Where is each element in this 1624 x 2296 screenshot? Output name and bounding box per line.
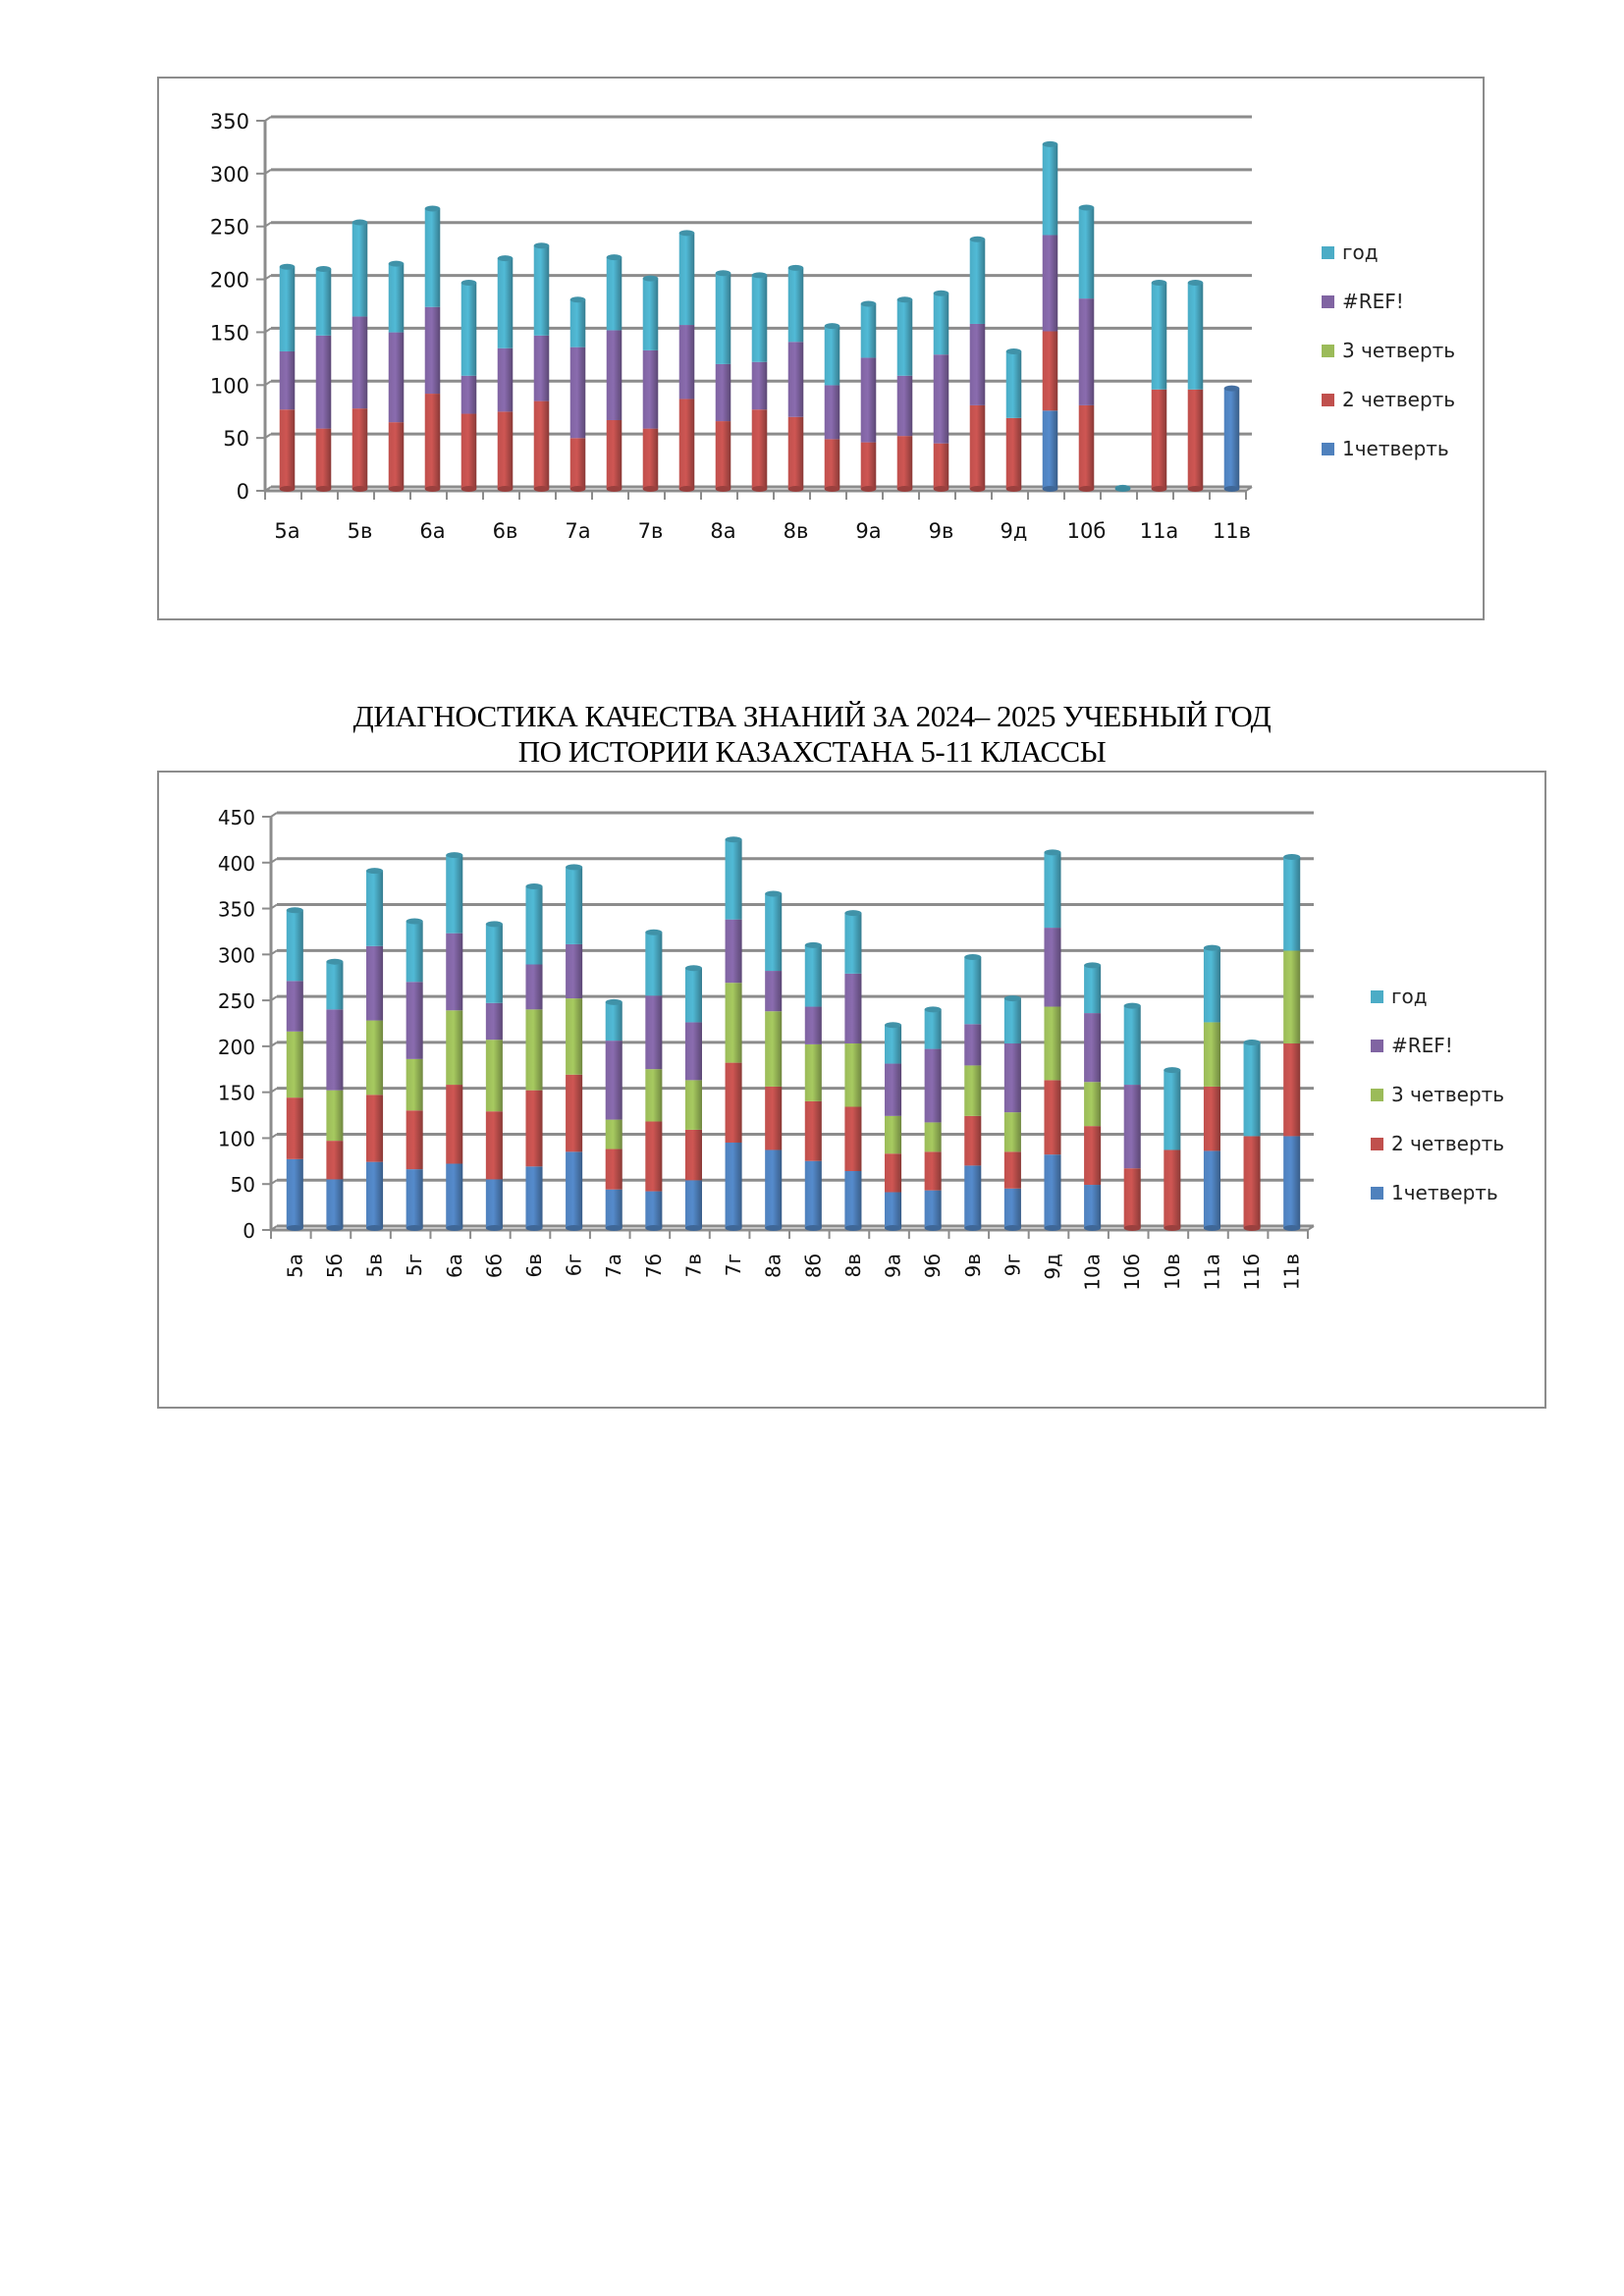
- bar-segment-3четверть-8в: [844, 1043, 861, 1107]
- bar-segment-1четверть-6б: [486, 1179, 503, 1228]
- bar-segment-год-6а: [446, 855, 462, 934]
- bar-segment-3четверть-11а: [1204, 1022, 1220, 1086]
- bar-stack-7г: [726, 836, 742, 1231]
- bar-stack-6г: [566, 864, 582, 1231]
- bar-cap: [326, 959, 343, 965]
- legend-item-q2: [1322, 375, 1455, 424]
- bar-base: [726, 1225, 742, 1231]
- bar-stack-9б: [925, 1006, 942, 1231]
- bar-segment-REF-10а: [1084, 1013, 1101, 1082]
- bar-segment-1четверть-5а: [287, 1159, 303, 1228]
- bar-segment-REF-6в: [525, 964, 542, 1009]
- bar-segment-1четверть-7б: [645, 1192, 662, 1228]
- legend-label: #REF!: [1391, 1034, 1453, 1057]
- bar-segment-год-7в: [685, 968, 702, 1022]
- page-title-line1: ДИАГНОСТИКА КАЧЕСТВА ЗНАНИЙ ЗА 2024– 2025 УЧЕБНЫЙ ГОД: [352, 699, 1272, 733]
- bar-base: [925, 1225, 942, 1231]
- x-tick-label: 5в: [347, 519, 373, 543]
- bar-segment-год-9а: [885, 1025, 901, 1063]
- bar-stack-11б: [1244, 1040, 1261, 1231]
- bar-segment-REF-8а: [765, 971, 782, 1011]
- chart2-legend: [1371, 972, 1504, 1217]
- x-tick-label: 10б: [1120, 1254, 1145, 1291]
- bar-stack-8в: [844, 910, 861, 1231]
- bar-segment-1четверть-6г: [566, 1151, 582, 1228]
- x-tick-label: 11в: [1212, 519, 1252, 543]
- bar-cap: [726, 836, 742, 842]
- legend-item-ref: [1371, 1021, 1504, 1070]
- x-tick-label: 10в: [1160, 1254, 1184, 1291]
- legend-label: 1четверть: [1342, 437, 1449, 460]
- bar-base: [1084, 1225, 1101, 1231]
- y-tick-label: 350: [209, 110, 249, 133]
- bar-segment-1четверть-7г: [726, 1143, 742, 1228]
- bar-cap: [525, 883, 542, 889]
- legend-label: год: [1342, 240, 1379, 264]
- x-tick-label: 5а: [274, 519, 300, 543]
- x-tick-label: 7а: [602, 1254, 626, 1278]
- bar-segment-3четверть-11в: [1283, 950, 1300, 1042]
- bar-cap: [964, 954, 981, 960]
- bar-cap: [1283, 854, 1300, 860]
- bar-base: [566, 1225, 582, 1231]
- bar-segment-3четверть-5в: [366, 1021, 383, 1095]
- bar-segment-2четверть-8б: [805, 1101, 822, 1161]
- bar-segment-REF-9д: [1044, 928, 1060, 1006]
- bar-segment-REF-5а: [287, 981, 303, 1031]
- bar-segment-REF-6б: [486, 1003, 503, 1040]
- bar-stack-11а: [1204, 945, 1220, 1231]
- bar-segment-3четверть-9д: [1044, 1007, 1060, 1081]
- bar-stack-7в: [685, 965, 702, 1231]
- x-tick-label: 9д: [1041, 1254, 1064, 1280]
- bar-segment-год-10б: [1124, 1006, 1141, 1085]
- legend-label: 1четверть: [1391, 1181, 1498, 1204]
- page-title-line2: ПО ИСТОРИИ КАЗАХСТАНА 5-11 КЛАССЫ: [517, 734, 1107, 769]
- bar-segment-3четверть-6г: [566, 998, 582, 1075]
- bar-segment-3четверть-9г: [1004, 1112, 1021, 1151]
- bar-segment-1четверть-5б: [326, 1179, 343, 1228]
- x-tick-label: 10а: [1080, 1254, 1105, 1291]
- x-tick-label: 11а: [1139, 519, 1179, 543]
- bar-segment-3четверть-6а: [446, 1010, 462, 1085]
- bar-segment-2четверть-11в: [1283, 1043, 1300, 1136]
- bar-base: [685, 1225, 702, 1231]
- bar-segment-3четверть-7б: [645, 1069, 662, 1121]
- legend-swatch-q1: [1322, 443, 1334, 455]
- bar-base: [486, 1225, 503, 1231]
- bar-segment-год-8в: [844, 913, 861, 974]
- bar-segment-2четверть-6г: [566, 1075, 582, 1152]
- bar-segment-2четверть-10а: [1084, 1126, 1101, 1185]
- y-tick-label: 200: [217, 1035, 255, 1059]
- y-tick-label: 150: [217, 1081, 255, 1105]
- bar-segment-1четверть-6в: [525, 1166, 542, 1228]
- bar-segment-2четверть-10б: [1124, 1168, 1141, 1228]
- legend-swatch-ref: [1322, 295, 1334, 308]
- bar-cap: [1244, 1040, 1261, 1045]
- x-tick-label: 5г: [403, 1254, 427, 1277]
- x-tick-label: 7в: [681, 1254, 706, 1278]
- bar-segment-REF-9в: [964, 1024, 981, 1065]
- legend-item-god: [1322, 228, 1455, 277]
- legend-item-q1: [1322, 424, 1455, 473]
- legend-label: 2 четверть: [1342, 388, 1456, 411]
- bar-segment-год-10а: [1084, 965, 1101, 1013]
- x-tick-label: 6б: [482, 1254, 507, 1279]
- bar-segment-3четверть-8б: [805, 1044, 822, 1101]
- x-tick-label: 5в: [362, 1254, 387, 1278]
- bar-cap: [1204, 945, 1220, 951]
- legend-label: #REF!: [1342, 290, 1404, 313]
- legend-swatch-q3: [1371, 1089, 1383, 1101]
- bar-segment-1четверть-8в: [844, 1171, 861, 1228]
- bar-base: [1004, 1225, 1021, 1231]
- bar-cap: [925, 1006, 942, 1012]
- x-tick-label: 10б: [1066, 519, 1107, 543]
- bar-segment-3четверть-8а: [765, 1011, 782, 1087]
- bar-stack-10а: [1084, 962, 1101, 1231]
- bar-segment-3четверть-5а: [287, 1032, 303, 1097]
- x-tick-label: 9б: [921, 1254, 946, 1279]
- bar-segment-год-9б: [925, 1009, 942, 1048]
- x-tick-label: 7б: [641, 1254, 666, 1279]
- bar-cap: [446, 852, 462, 858]
- bar-cap: [1004, 995, 1021, 1001]
- x-tick-label: 8в: [783, 519, 809, 543]
- legend-swatch-god: [1371, 990, 1383, 1003]
- bar-segment-3четверть-9б: [925, 1122, 942, 1151]
- x-tick-label: 7а: [565, 519, 591, 543]
- y-tick-label: 50: [230, 1173, 255, 1198]
- bar-segment-1четверть-9в: [964, 1165, 981, 1228]
- bar-base: [1124, 1225, 1141, 1231]
- bar-segment-1четверть-9д: [1044, 1154, 1060, 1228]
- x-tick-label: 11в: [1279, 1254, 1304, 1291]
- bar-segment-3четверть-6б: [486, 1040, 503, 1111]
- bar-segment-год-8а: [765, 893, 782, 971]
- legend-label: 2 четверть: [1391, 1132, 1505, 1155]
- bar-base: [446, 1225, 462, 1231]
- bar-stack-6а: [446, 852, 462, 1231]
- bar-stack-10в: [1164, 1067, 1180, 1231]
- bar-stack-5в: [366, 868, 383, 1231]
- bar-base: [326, 1225, 343, 1231]
- bar-segment-2четверть-10в: [1164, 1149, 1180, 1228]
- x-tick-label: 8б: [801, 1254, 826, 1279]
- legend-item-q3: [1322, 326, 1455, 375]
- bar-segment-год-7б: [645, 933, 662, 996]
- x-tick-label: 6г: [562, 1254, 586, 1277]
- bar-segment-1четверть-9б: [925, 1191, 942, 1228]
- bar-segment-год-6г: [566, 867, 582, 944]
- bar-stack-9д: [1044, 849, 1060, 1231]
- bar-base: [885, 1225, 901, 1231]
- bar-segment-3четверть-7в: [685, 1080, 702, 1130]
- bar-base: [1283, 1225, 1300, 1231]
- bar-segment-2четверть-8а: [765, 1087, 782, 1150]
- bar-segment-год-8б: [805, 945, 822, 1007]
- legend-item-q3: [1371, 1070, 1504, 1119]
- bar-segment-REF-5б: [326, 1009, 343, 1090]
- bar-stack-11в: [1283, 854, 1300, 1231]
- y-tick-label: 150: [209, 321, 249, 346]
- x-tick-label: 9в: [928, 519, 954, 543]
- bar-stack-6б: [486, 921, 503, 1231]
- bar-segment-3четверть-5б: [326, 1091, 343, 1141]
- bar-segment-год-11б: [1244, 1042, 1261, 1136]
- bar-segment-REF-6г: [566, 944, 582, 998]
- bar-cap: [844, 910, 861, 916]
- bar-segment-2четверть-11б: [1244, 1136, 1261, 1228]
- bar-segment-2четверть-9г: [1004, 1151, 1021, 1188]
- bar-base: [1044, 1225, 1060, 1231]
- bar-segment-год-6в: [525, 886, 542, 965]
- legend-swatch-q1: [1371, 1187, 1383, 1200]
- bar-base: [406, 1225, 423, 1231]
- bar-segment-год-9в: [964, 957, 981, 1024]
- legend-label: год: [1391, 985, 1428, 1008]
- x-tick-label: 8а: [710, 519, 736, 543]
- bar-segment-REF-9б: [925, 1049, 942, 1123]
- bar-segment-1четверть-8а: [765, 1149, 782, 1228]
- gridline-depth: [271, 813, 277, 817]
- y-tick-label: 100: [217, 1127, 255, 1151]
- bar-segment-2четверть-7а: [606, 1149, 623, 1190]
- x-tick-label: 6а: [419, 519, 446, 543]
- chart1-legend: [1322, 228, 1455, 473]
- bar-segment-2четверть-5а: [287, 1097, 303, 1159]
- y-tick-label: 450: [217, 806, 255, 829]
- bar-segment-1четверть-5г: [406, 1169, 423, 1228]
- x-tick-label: 9г: [1001, 1254, 1025, 1277]
- bar-cap: [1164, 1067, 1180, 1073]
- bar-segment-1четверть-11а: [1204, 1150, 1220, 1228]
- y-tick-label: 400: [217, 851, 255, 876]
- bar-cap: [1124, 1003, 1141, 1009]
- bar-segment-REF-10б: [1124, 1085, 1141, 1168]
- bar-base: [525, 1225, 542, 1231]
- bar-segment-год-5в: [366, 871, 383, 946]
- bar-segment-REF-5г: [406, 982, 423, 1059]
- bar-segment-год-5а: [287, 910, 303, 981]
- bar-cap: [1044, 849, 1060, 855]
- legend-swatch-q3: [1322, 345, 1334, 357]
- bar-cap: [406, 919, 423, 925]
- bar-segment-2четверть-6в: [525, 1091, 542, 1167]
- y-tick-label: 0: [243, 1219, 255, 1243]
- bar-cap: [606, 999, 623, 1005]
- bar-base: [1164, 1225, 1180, 1231]
- y-tick-label: 300: [209, 162, 249, 187]
- bar-segment-1четверть-5в: [366, 1162, 383, 1228]
- x-tick-label: 11а: [1200, 1254, 1224, 1291]
- bar-segment-год-5б: [326, 962, 343, 1010]
- legend-swatch-q2: [1371, 1138, 1383, 1150]
- y-tick-label: 350: [217, 897, 255, 922]
- x-tick-label: 9а: [881, 1254, 905, 1278]
- bar-stack-6в: [525, 883, 542, 1231]
- x-tick-label: 8в: [840, 1254, 865, 1278]
- y-tick-label: 0: [236, 480, 249, 504]
- bar-segment-2четверть-6б: [486, 1111, 503, 1179]
- bar-segment-2четверть-5в: [366, 1095, 383, 1161]
- legend-label: 3 четверть: [1391, 1083, 1505, 1106]
- bar-segment-3четверть-5г: [406, 1059, 423, 1110]
- bar-base: [645, 1225, 662, 1231]
- bar-segment-2четверть-5б: [326, 1141, 343, 1179]
- bar-segment-REF-7б: [645, 995, 662, 1069]
- bar-stack-9в: [964, 954, 981, 1231]
- bar-cap: [765, 890, 782, 896]
- x-tick-label: 6в: [522, 1254, 546, 1278]
- bar-segment-год-11в: [1283, 857, 1300, 950]
- bar-cap: [287, 907, 303, 913]
- legend-item-god: [1371, 972, 1504, 1021]
- bar-segment-год-7г: [726, 839, 742, 919]
- bar-segment-REF-7г: [726, 920, 742, 984]
- bar-stack-9а: [885, 1022, 901, 1231]
- legend-item-q1: [1371, 1168, 1504, 1217]
- bar-segment-REF-9г: [1004, 1043, 1021, 1112]
- bar-segment-3четверть-6в: [525, 1009, 542, 1090]
- bar-segment-2четверть-7б: [645, 1121, 662, 1191]
- bar-cap: [805, 942, 822, 948]
- bar-segment-год-11а: [1204, 948, 1220, 1023]
- bar-segment-1четверть-6а: [446, 1164, 462, 1228]
- bar-segment-3четверть-7а: [606, 1120, 623, 1149]
- bar-segment-1четверть-11в: [1283, 1136, 1300, 1228]
- bar-segment-3четверть-9в: [964, 1065, 981, 1115]
- bar-stack-8б: [805, 942, 822, 1231]
- bar-segment-REF-9а: [885, 1064, 901, 1116]
- bar-segment-2четверть-11а: [1204, 1087, 1220, 1150]
- y-tick-label: 200: [209, 268, 249, 293]
- bar-segment-1четверть-9г: [1004, 1189, 1021, 1228]
- bar-stack-5б: [326, 959, 343, 1231]
- legend-swatch-q2: [1322, 394, 1334, 406]
- x-tick-label: 5а: [283, 1254, 307, 1278]
- y-tick-label: 300: [217, 943, 255, 968]
- bar-segment-1четверть-10а: [1084, 1185, 1101, 1228]
- bar-base: [964, 1225, 981, 1231]
- bar-segment-1четверть-9а: [885, 1193, 901, 1228]
- legend-item-ref: [1322, 277, 1455, 326]
- bar-segment-1четверть-8б: [805, 1161, 822, 1228]
- bar-stack-7а: [606, 999, 623, 1231]
- x-tick-label: 6в: [492, 519, 518, 543]
- bar-base: [1204, 1225, 1220, 1231]
- bar-stack-8а: [765, 890, 782, 1231]
- bar-base: [606, 1225, 623, 1231]
- bar-segment-3четверть-7г: [726, 983, 742, 1062]
- x-tick-label: 8а: [761, 1254, 785, 1278]
- bar-cap: [486, 921, 503, 927]
- bar-segment-год-7а: [606, 1002, 623, 1041]
- bar-segment-2четверть-5г: [406, 1110, 423, 1169]
- bar-cap: [566, 864, 582, 870]
- bar-segment-год-6б: [486, 924, 503, 1002]
- bar-segment-1четверть-7а: [606, 1190, 623, 1228]
- bar-stack-5а: [287, 907, 303, 1231]
- bar-segment-2четверть-7г: [726, 1063, 742, 1143]
- bar-segment-2четверть-9в: [964, 1116, 981, 1166]
- bar-cap: [645, 930, 662, 935]
- bar-stack-5г: [406, 919, 423, 1231]
- bar-segment-REF-7в: [685, 1022, 702, 1080]
- legend-item-q2: [1371, 1119, 1504, 1168]
- legend-swatch-ref: [1371, 1040, 1383, 1052]
- bar-segment-3четверть-9а: [885, 1116, 901, 1153]
- y-tick-label: 250: [217, 989, 255, 1014]
- x-tick-label: 7г: [722, 1254, 746, 1277]
- bar-segment-год-5г: [406, 922, 423, 983]
- bar-segment-2четверть-9д: [1044, 1080, 1060, 1154]
- bar-base: [1244, 1225, 1261, 1231]
- bar-cap: [885, 1022, 901, 1028]
- x-tick-label: 11б: [1240, 1254, 1265, 1291]
- bar-cap: [1084, 962, 1101, 968]
- bar-base: [805, 1225, 822, 1231]
- x-tick-label: 6а: [442, 1254, 466, 1278]
- bar-segment-3четверть-10а: [1084, 1082, 1101, 1126]
- y-tick-label: 100: [209, 374, 249, 399]
- bar-segment-1четверть-7в: [685, 1180, 702, 1228]
- bar-base: [366, 1225, 383, 1231]
- bar-base: [844, 1225, 861, 1231]
- bar-segment-REF-5в: [366, 946, 383, 1021]
- bar-segment-REF-8в: [844, 974, 861, 1043]
- bar-segment-2четверть-7в: [685, 1130, 702, 1180]
- legend-label: 3 четверть: [1342, 339, 1456, 362]
- bar-segment-REF-8б: [805, 1007, 822, 1044]
- x-tick-label: 5б: [322, 1254, 347, 1279]
- bar-segment-REF-6а: [446, 934, 462, 1011]
- bar-base: [287, 1225, 303, 1231]
- x-tick-label: 9д: [1000, 519, 1028, 543]
- bar-segment-REF-7а: [606, 1041, 623, 1119]
- y-tick-label: 250: [209, 215, 249, 240]
- bar-segment-2четверть-9б: [925, 1151, 942, 1190]
- bar-stack-7б: [645, 930, 662, 1231]
- x-tick-label: 7в: [637, 519, 664, 543]
- bar-cap: [685, 965, 702, 971]
- y-tick-label: 50: [223, 427, 249, 452]
- legend-swatch-god: [1322, 246, 1334, 259]
- bar-stack-9г: [1004, 995, 1021, 1231]
- x-tick-label: 9а: [855, 519, 882, 543]
- bar-segment-2четверть-6а: [446, 1085, 462, 1163]
- bar-cap: [366, 868, 383, 874]
- bar-segment-год-9г: [1004, 998, 1021, 1043]
- bar-segment-год-10в: [1164, 1070, 1180, 1149]
- bar-segment-2четверть-9а: [885, 1153, 901, 1192]
- bar-base: [765, 1225, 782, 1231]
- bar-stack-10б: [1124, 1003, 1141, 1231]
- bar-segment-год-9д: [1044, 852, 1060, 928]
- bar-segment-2четверть-8в: [844, 1107, 861, 1171]
- x-tick-label: 9в: [960, 1254, 985, 1278]
